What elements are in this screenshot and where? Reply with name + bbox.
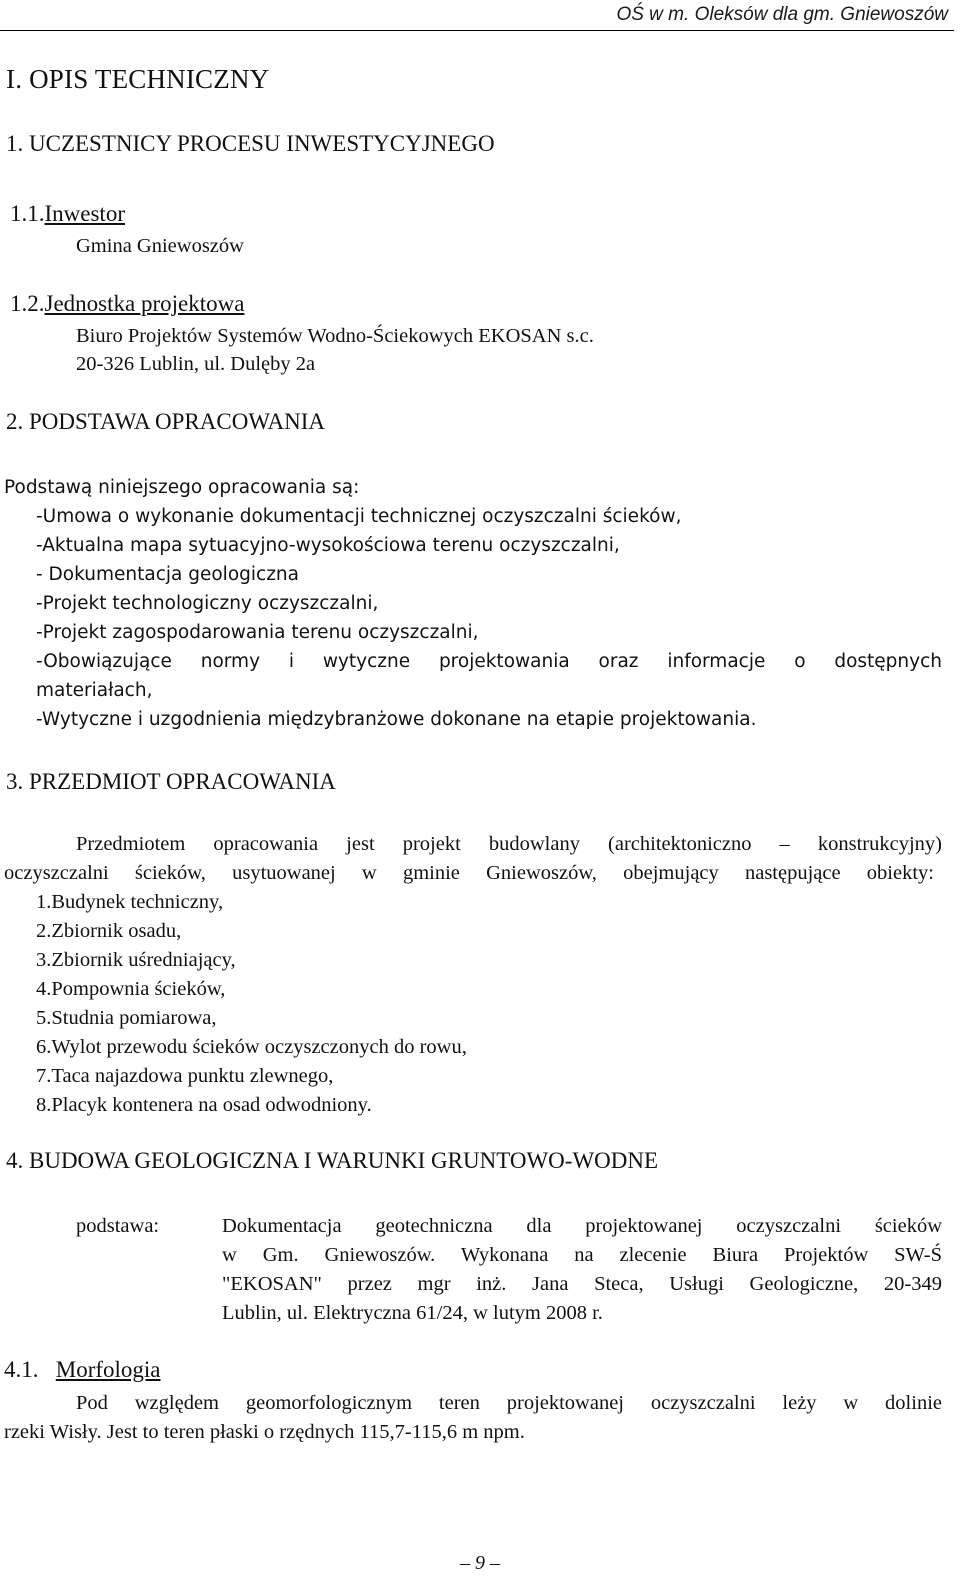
design-office-address: 20-326 Lublin, ul. Dulęby 2a — [76, 353, 316, 375]
list-item: -Obowiązujące normy i wytyczne projektowania oraz informacje o dostępnych — [36, 651, 942, 672]
running-header: OŚ w m. Oleksów dla gm. Gniewoszów — [616, 4, 948, 25]
section-2-list — [36, 502, 681, 647]
section-4-1-heading — [4, 1357, 161, 1383]
section-4-1-paragraph-line2: rzeki Wisły. Jest to teren płaski o rzędnych 115,7-115,6 m npm. — [4, 1421, 525, 1443]
list-item: -Umowa o wykonanie dokumentacji technicznej oczyszczalni ścieków, — [36, 506, 682, 527]
section-3-object-list — [36, 888, 467, 1120]
main-title: I. OPIS TECHNICZNY — [6, 64, 270, 94]
section-3-paragraph-line1: Przedmiotem opracowania jest projekt budowlany (architektoniczno – konstrukcyjny) — [76, 833, 942, 855]
list-item: 6.Wylot przewodu ścieków oczyszczonych do rowu, — [36, 1036, 467, 1058]
section-1-2-number: 1.2. — [10, 291, 45, 316]
header-rule — [0, 30, 954, 31]
section-3-title: 3. PRZEDMIOT OPRACOWANIA — [6, 769, 336, 794]
section-4-basis-line: w Gm. Gniewoszów. Wykonana na zlecenie Biura Projektów SW-Ś — [222, 1244, 942, 1266]
section-1-1-heading — [10, 201, 125, 227]
section-1-2-heading — [10, 291, 244, 317]
list-item: -Projekt technologiczny oczyszczalni, — [36, 593, 379, 614]
section-4-title: 4. BUDOWA GEOLOGICZNA I WARUNKI GRUNTOWO-WODNE — [6, 1148, 659, 1173]
list-item: 4.Pompownia ścieków, — [36, 978, 226, 1000]
list-item: - Dokumentacja geologiczna — [36, 564, 299, 585]
page-number: – 9 – — [460, 1552, 500, 1574]
list-item-continuation: materiałach, — [36, 680, 153, 701]
section-4-1-number: 4.1. — [4, 1357, 39, 1382]
section-1-title: 1. UCZESTNICY PROCESU INWESTYCYJNEGO — [6, 131, 495, 156]
list-item: -Wytyczne i uzgodnienia międzybranżowe dokonane na etapie projektowania. — [36, 709, 757, 730]
investor-name: Gmina Gniewoszów — [76, 235, 244, 257]
list-item: 8.Placyk kontenera na osad odwodniony. — [36, 1094, 372, 1116]
section-4-1-title: Morfologia — [55, 1357, 161, 1382]
section-3-paragraph-line2: oczyszczalni ścieków, usytuowanej w gminie Gniewoszów, obejmujący następujące obiekty: — [4, 862, 934, 884]
section-1-1-title: Inwestor — [44, 201, 125, 226]
section-1-2-title: Jednostka projektowa — [44, 291, 245, 316]
section-4-basis-label: podstawa: — [76, 1215, 160, 1237]
section-4-basis-line: "EKOSAN" przez mgr inż. Jana Steca, Usługi Geologiczne, 20-349 — [222, 1273, 942, 1295]
section-4-basis-line: Dokumentacja geotechniczna dla projektowanej oczyszczalni ścieków — [222, 1215, 942, 1237]
list-item: -Projekt zagospodarowania terenu oczyszczalni, — [36, 622, 479, 643]
list-item: 7.Taca najazdowa punktu zlewnego, — [36, 1065, 334, 1087]
design-office-name: Biuro Projektów Systemów Wodno-Ściekowych EKOSAN s.c. — [76, 325, 594, 347]
section-2-intro: Podstawą niniejszego opracowania są: — [4, 477, 360, 498]
list-item: 1.Budynek techniczny, — [36, 891, 224, 913]
section-4-1-paragraph-line1: Pod względem geomorfologicznym teren projektowanej oczyszczalni leży w dolinie — [76, 1392, 942, 1414]
list-item: 5.Studnia pomiarowa, — [36, 1007, 217, 1029]
list-item: 2.Zbiornik osadu, — [36, 920, 182, 942]
section-2-title: 2. PODSTAWA OPRACOWANIA — [6, 409, 325, 434]
list-item: 3.Zbiornik uśredniający, — [36, 949, 236, 971]
section-4-basis-line: Lublin, ul. Elektryczna 61/24, w lutym 2008 r. — [222, 1302, 603, 1324]
section-1-1-number: 1.1. — [10, 201, 45, 226]
list-item: -Aktualna mapa sytuacyjno-wysokościowa terenu oczyszczalni, — [36, 535, 620, 556]
